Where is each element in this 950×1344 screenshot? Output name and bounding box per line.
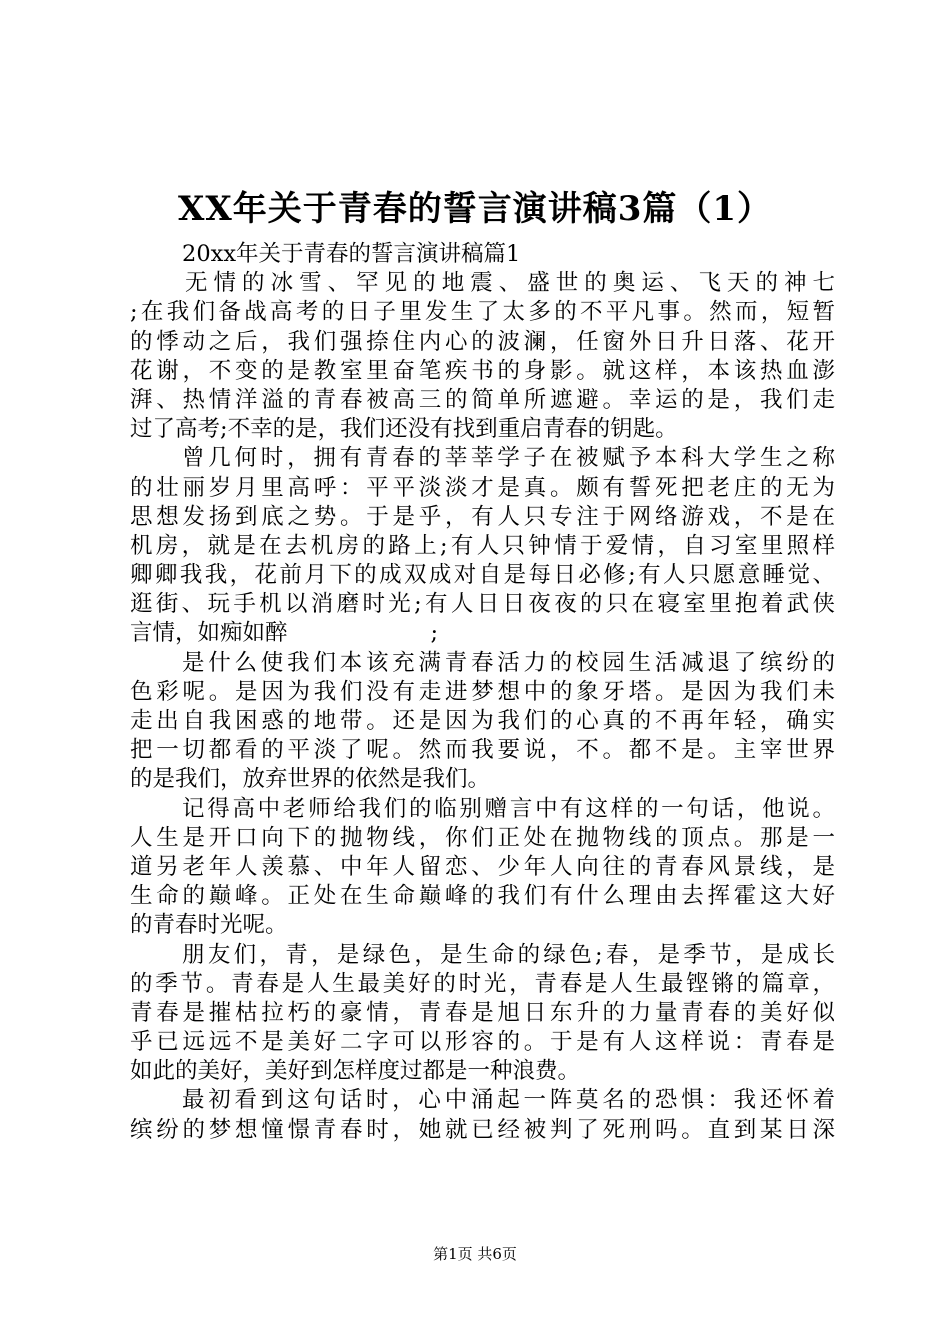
paragraph-line: 的青春时光呢。 xyxy=(130,912,288,939)
section-heading: 20xx年关于青春的誓言演讲稿篇1 xyxy=(182,241,521,267)
paragraph-line: 乎已远远不是美好二字可以形容的。于是有人这样说：青春是 xyxy=(130,1029,835,1056)
paragraph-line: 最初看到这句话时，心中涌起一阵莫名的恐惧：我还怀着 xyxy=(182,1087,835,1114)
paragraph-line: 是什么使我们本该充满青春活力的校园生活减退了缤纷的 xyxy=(182,649,835,676)
paragraph-line: 走出自我困惑的地带。还是因为我们的心真的不再年轻，确实 xyxy=(130,708,835,734)
paragraph-line: ;在我们备战高考的日子里发生了太多的不平凡事。然而，短暂 xyxy=(130,299,835,326)
page-footer: 第1页 共6页 xyxy=(433,1245,517,1263)
paragraph-line: 湃、热情洋溢的青春被高三的简单所遮避。幸运的是，我们走 xyxy=(130,386,835,413)
paragraph-line: 卿卿我我，花前月下的成双成对自是每日必修;有人只愿意睡觉、 xyxy=(130,562,835,589)
paragraph-line: 缤纷的梦想憧憬青春时，她就已经被判了死刑吗。直到某日深 xyxy=(130,1116,835,1143)
document-body xyxy=(130,240,835,1145)
paragraph-line: 色彩呢。是因为我们没有走进梦想中的象牙塔。是因为我们未 xyxy=(130,678,835,705)
paragraph-line: 的是我们，放弃世界的依然是我们。 xyxy=(130,766,491,793)
paragraph-line: 记得高中老师给我们的临别赠言中有这样的一句话，他说。 xyxy=(182,795,835,822)
paragraph-line: 花谢，不变的是教室里奋笔疾书的身影。就这样，本该热血澎 xyxy=(130,357,835,384)
paragraph-line: 曾几何时，拥有青春的莘莘学子在被赋予本科大学生之称 xyxy=(182,445,835,472)
document-title: XX年关于青春的誓言演讲稿3篇（1） xyxy=(177,189,773,229)
paragraph-line: 逛街、玩手机以消磨时光;有人日日夜夜的只在寝室里抱着武侠 xyxy=(130,591,835,618)
paragraph-line: 思想发扬到底之势。于是乎，有人只专注于网络游戏，不是在 xyxy=(130,503,835,530)
paragraph-line: 言情，如痴如醉 ; xyxy=(130,620,439,647)
paragraph-line: 的壮丽岁月里高呼：平平淡淡才是真。颇有誓死把老庄的无为 xyxy=(130,474,835,501)
paragraph-line: 机房，就是在去机房的路上;有人只钟情于爱情，自习室里照样 xyxy=(130,532,835,559)
paragraph-line: 生命的巅峰。正处在生命巅峰的我们有什么理由去挥霍这大好 xyxy=(130,883,835,910)
paragraph-line: 如此的美好，美好到怎样度过都是一种浪费。 xyxy=(130,1058,581,1085)
paragraph-line: 朋友们，青，是绿色，是生命的绿色;春，是季节，是成长 xyxy=(182,941,835,968)
paragraph-line: 无情的冰雪、罕见的地震、盛世的奥运、飞天的神七 xyxy=(185,270,835,297)
paragraph-line: 道另老年人羡慕、中年人留恋、少年人向往的青春风景线，是 xyxy=(130,853,835,880)
paragraph-line: 的季节。青春是人生最美好的时光，青春是人生最铿锵的篇章， xyxy=(130,970,835,997)
paragraph-line: 人生是开口向下的抛物线，你们正处在抛物线的顶点。那是一 xyxy=(130,824,835,851)
paragraph-line: 青春是摧枯拉朽的豪情，青春是旭日东升的力量青春的美好似 xyxy=(130,999,835,1026)
paragraph-line: 把一切都看的平淡了呢。然而我要说，不。都不是。主宰世界 xyxy=(130,737,835,764)
paragraph-line: 的悸动之后，我们强捺住内心的波澜，任窗外日升日落、花开 xyxy=(130,328,835,355)
paragraph-line: 过了高考;不幸的是，我们还没有找到重启青春的钥匙。 xyxy=(130,416,678,443)
